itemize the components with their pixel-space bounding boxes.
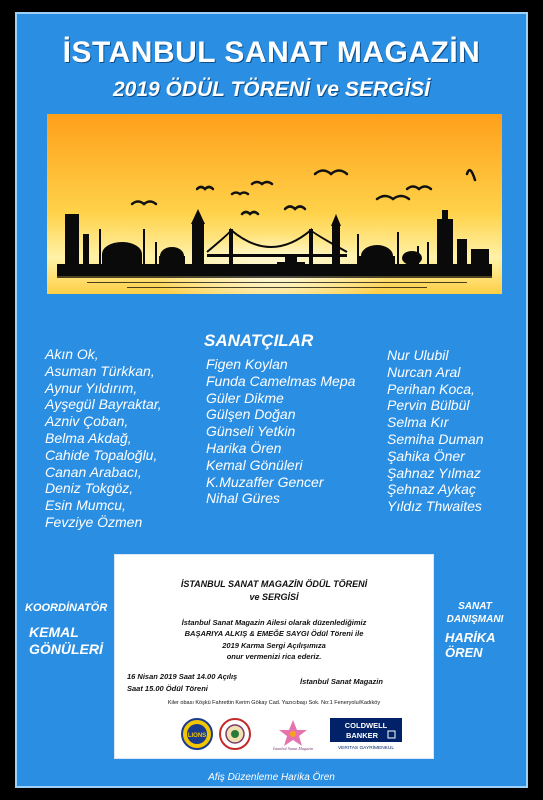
coordinator-name-line: GÖNÜLERİ [29,641,103,657]
cb-logo-line3: VERITAS GAYRİMENKUL [337,746,395,751]
ism-logo-text: İstanbul Sanat Magazin [272,746,314,751]
artist-name: Belma Akdağ, [45,429,132,446]
advisor-label-line: DANIŞMANI [446,614,504,625]
invitation-body: BAŞARIYA ALKIŞ & EMEĞE SAYGI Ödül Töreni ile [184,629,364,638]
invitation-time: Saat 15.00 Ödül Töreni [127,684,208,693]
artist-name: Azniv Çoban, [45,413,129,430]
invitation-card [114,554,434,759]
artist-name: Pervin Bülbül [387,397,470,414]
artist-name: Günseli Yetkin [206,423,296,440]
artist-name: Harika Ören [206,439,282,456]
invitation-date: 16 Nisan 2019 Saat 14.00 Açılış [127,672,238,681]
artist-name: Cahide Topaloğlu, [45,446,158,463]
istanbul-sanat-magazin-logo [263,718,323,752]
artist-name: Gülşen Doğan [206,406,296,423]
artist-name: Fevziye Özmen [45,513,143,530]
coordinator-label: KOORDİNATÖR [25,602,108,614]
event-subtitle: 2019 ÖDÜL TÖRENİ ve SERGİSİ [112,78,431,101]
coldwell-banker-logo [330,718,402,752]
artist-name: Deniz Tokgöz, [45,480,134,497]
artist-name: Funda Camelmas Mepa [206,372,356,389]
artists-column-2 [206,356,355,507]
artist-name: Güler Dikme [206,389,284,406]
invitation-body: onur vermenizi rica ederiz. [226,652,322,661]
artists-column-1 [45,346,162,531]
artist-name: Figen Koylan [206,356,288,372]
invitation-address: Kiler obası Köşkü Fahrettin Kerim Gökay Cad. Yazıcıbaşı Sok. No:1 Feneryolu/Kadıköy [167,700,381,706]
artist-name: Asuman Türkkan, [45,362,155,379]
invitation-body: 2019 Karma Sergi Açılışımıza [222,641,326,650]
cb-logo-line2: BANKER [345,731,379,740]
artist-name: Şahnaz Yılmaz [387,464,481,481]
istanbul-skyline-image [47,114,502,294]
invitation-title: İSTANBUL SANAT MAGAZİN ÖDÜL TÖRENİ [180,579,368,589]
artist-name: Kemal Gönüleri [206,456,303,473]
artist-name: Selma Kır [387,414,449,431]
artist-name: Şahika Öner [387,447,465,464]
advisor-name-line: ÖREN [445,645,483,660]
artist-name: Aynur Yıldırım, [45,379,138,396]
coordinator-name [29,624,103,658]
advisor-name-line: HARİKA [445,630,496,645]
advisor-label [440,600,510,626]
coordinator-name-line: KEMAL [29,624,79,640]
artist-name: Semiha Duman [387,430,484,447]
artist-name: Akın Ok, [45,346,99,362]
artists-column-3 [387,347,484,515]
artist-name: Canan Arabacı, [45,463,142,480]
advisor-name [445,630,496,660]
invitation-body: İstanbul Sanat Magazin Ailesi olarak düzenlediğimiz [181,618,367,627]
artist-name: Şehnaz Aykaç [387,481,476,498]
artists-heading: SANATÇILAR [204,331,314,350]
artist-name: Ayşegül Bayraktar, [45,396,162,413]
invitation-title-2: ve SERGİSİ [249,592,299,602]
cb-logo-line1: COLDWELL [344,721,388,730]
artist-name: Nur Ulubil [387,347,449,363]
artist-name: Perihan Koca, [387,380,475,397]
artist-name: Yıldız Thwaites [387,498,482,515]
club-seal-logo [219,718,251,750]
artist-name: Esin Mumcu, [45,497,126,514]
artist-name: K.Muzaffer Gencer [206,473,324,490]
poster [15,12,528,788]
lions-logo-text: LIONS [187,733,207,739]
artist-name: Nurcan Aral [387,363,461,380]
artist-name: Nihal Güres [206,490,280,507]
event-title: İSTANBUL SANAT MAGAZİN [62,36,481,69]
invitation-signature: İstanbul Sanat Magazin [300,677,383,686]
poster-credit: Afiş Düzenleme Harika Ören [208,772,335,783]
lions-logo [181,718,213,750]
advisor-label-line: SANAT [458,601,492,612]
